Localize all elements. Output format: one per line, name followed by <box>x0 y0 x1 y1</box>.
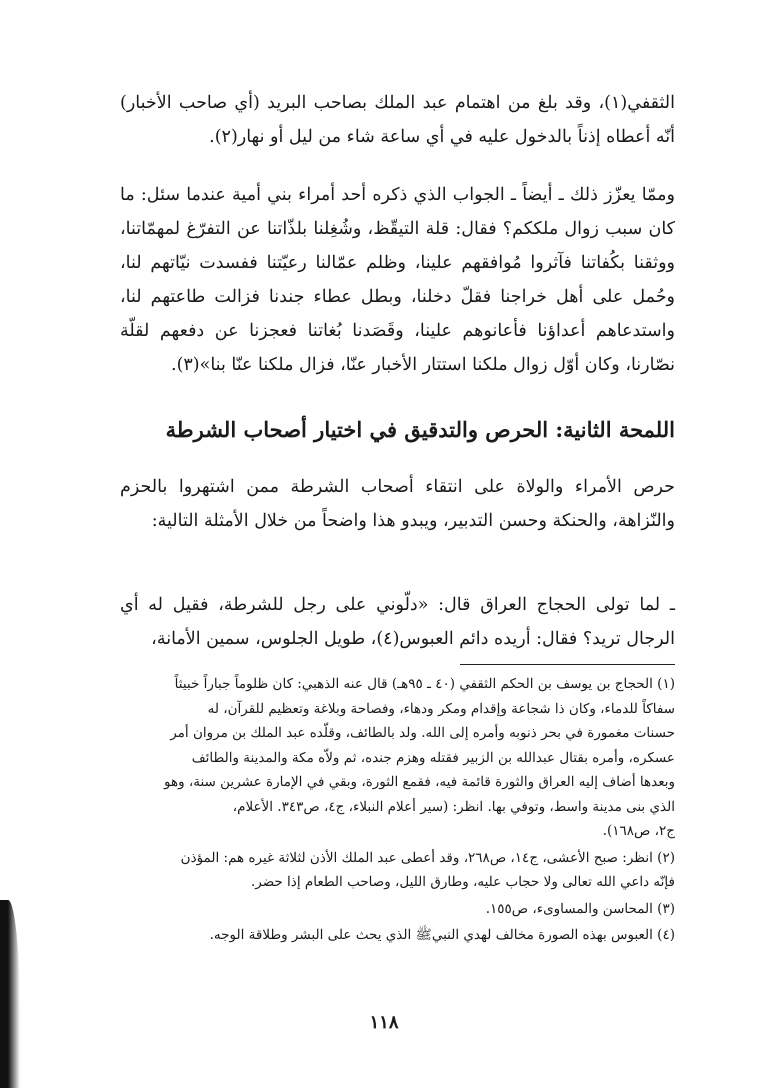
footnote-divider <box>460 664 675 665</box>
footnote-line: وبعدها أضاف إليه العراق والثورة قائمة فيه، فقمع الثورة، وبقي في الإمارة عشرين سنة، وهو <box>163 774 675 790</box>
footnotes <box>110 672 675 950</box>
footnote-4 <box>110 923 675 948</box>
footnote-line: عسكره، وأمره بقتال عبدالله بن الزبير فقتله وهزم جنده، ثم ولاّه مكة والمدينة والطائف <box>191 749 675 766</box>
footnote-line: (٢) انظر: صبح الأعشى، ج١٤، ص٢٦٨، وقد أعطى عبد الملك الأذن لثلاثة غيره هم: المؤذن <box>180 849 675 866</box>
footnote-line: (٣) المحاسن والمساوىء، ص١٥٥. <box>485 900 675 917</box>
page-number: ١١٨ <box>369 1012 399 1033</box>
footnote-line: (١) الحجاج بن يوسف بن الحكم الثقفي (٤٠ ـ ٩٥هـ) قال عنه الذهبي: كان ظلوماً جباراً خبيثاً <box>174 676 675 692</box>
footnote-line: الذي بنى مدينة واسط، وتوفي بها. انظر: (سير أعلام النبلاء، ج٤، ص٣٤٣. الأعلام، <box>232 798 675 815</box>
footnote-line: فإنّه داعي الله تعالى ولا حجاب عليه، وطارق الليل، وصاحب الطعام إذا حضر. <box>250 874 675 890</box>
footnote-2 <box>110 846 675 895</box>
section-heading: اللمحة الثانية: الحرص والتدقيق في اختيار أصحاب الشرطة <box>165 417 675 442</box>
section-paragraph-1: حرص الأمراء والولاة على انتقاء أصحاب الشرطة ممن اشتهروا بالحزم والنّزاهة، والحنكة وحسن التدبير، ويبدو هذا واضحاً من خلال الأمثلة التالية: <box>120 477 675 531</box>
section-paragraph-2: ـ لما تولى الحجاج العراق قال: «دلّوني على رجل للشرطة، فقيل له أي الرجال تريد؟ فقال: أريده دائم العبوس(٤)، طويل الجلوس، سمين الأمانة، <box>120 595 675 649</box>
footnote-1 <box>110 672 675 844</box>
footnote-line: (٤) العبوس بهذه الصورة مخالف لهدي النبيﷺ الذي يحث على البشر وطلاقة الوجه. <box>209 927 675 943</box>
footnote-3 <box>110 897 675 922</box>
footnote-line: سفاكاً للدماء، وكان ذا شجاعة وإقدام ومكر ودهاء، وفصاحة وبلاغة وتعظيم للقرآن، له <box>207 700 675 717</box>
body-paragraph-1: الثقفي(١)، وقد بلغ من اهتمام عبد الملك بصاحب البريد (أي صاحب الأخبار) أنّه أعطاه إذناً بالدخول عليه في أي ساعة شاء من ليل أو نهار(٢). <box>120 93 675 147</box>
footnote-line: ج٢، ص١٦٨). <box>602 823 675 839</box>
body-paragraph-2: وممّا يعزّز ذلك ـ أيضاً ـ الجواب الذي ذكره أحد أمراء بني أمية عندما سئل: ما كان سبب زوال ملككم؟ فقال: قلة التيقّظ، وشُغِلنا بلذّاتنا عن التفرّغ لمهمّاتنا، ووثقنا بكُفاتنا فآثروا مُوافقهم علينا، وظلم عمّالنا رعيّتنا ففسدت نيّاتهم لنا، وحُمل على أهل خراجنا فقلّ دخلنا، وبطل عطاء جندنا فزالت طاعتهم لنا، واستدعاهم أعداؤنا فأعانوهم علينا، وقَصَدنا بُغاتنا فعجزنا عن دفعهم لقلّة نصّارنا، وكان أوّل زوال ملكنا استتار الأخبار عنّا، فزال ملكنا عنّا بنا»(٣). <box>120 185 675 375</box>
scan-edge-shadow <box>0 900 20 1088</box>
footnote-line: حسنات مغمورة في بحر ذنوبه وأمره إلى الله. ولد بالطائف، وقلّده عبد الملك بن مروان أمر <box>170 725 675 741</box>
